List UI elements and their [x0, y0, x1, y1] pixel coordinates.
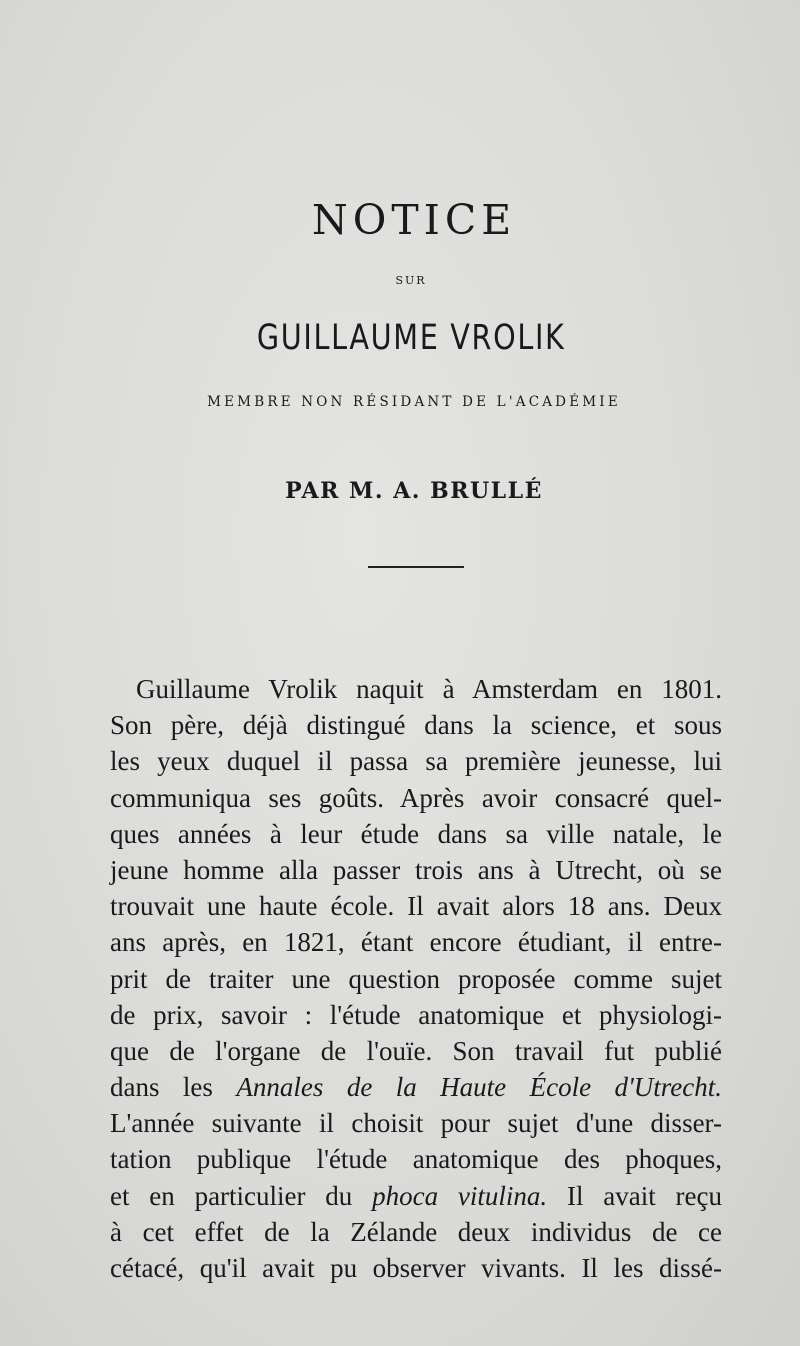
text-line: de prix, savoir : l'étude anatomique et physiologi- — [110, 999, 722, 1030]
text-line: tation publique l'étude anatomique des phoques, — [110, 1144, 722, 1175]
text-line: ans après, en 1821, étant encore étudiant, il entre- — [110, 927, 722, 958]
text-line: Son père, déjà distingué dans la science, et sous — [110, 710, 722, 741]
italic-species-name: phoca vitulina. — [372, 1180, 548, 1211]
text-line: que de l'organe de l'ouïe. Son travail fut publié — [110, 1035, 722, 1066]
membership-line: MEMBRE NON RÉSIDANT DE L'ACADÉMIE — [207, 394, 621, 410]
text-line: Guillaume Vrolik naquit à Amsterdam en 1801. — [136, 674, 722, 704]
text-line-mixed — [110, 1178, 722, 1214]
body-paragraph — [110, 671, 722, 1286]
page-title: NOTICE — [311, 196, 517, 244]
author-line: PAR M. A. BRULLÉ — [285, 478, 543, 504]
text-line: à cet effet de la Zélande deux individus de ce — [110, 1216, 722, 1247]
text-line: cétacé, qu'il avait pu observer vivants. Il les dissé- — [110, 1253, 722, 1283]
text-line: jeune homme alla passer trois ans à Utrecht, où se — [110, 854, 722, 885]
text-line: ques années à leur étude dans sa ville natale, le — [110, 818, 722, 849]
text-line: prit de traiter une question proposée comme sujet — [110, 963, 722, 994]
text-segment: dans les — [110, 1072, 213, 1103]
text-line: L'année suivante il choisit pour sujet d'une disser- — [110, 1108, 722, 1139]
subject-name: GUILLAUME VROLIK — [256, 318, 566, 358]
text-line: trouvait une haute école. Il avait alors 18 ans. Deux — [110, 891, 722, 922]
text-segment: Il avait reçu — [566, 1180, 722, 1211]
text-segment: et en particulier du — [110, 1180, 353, 1211]
title-connector: SUR — [395, 274, 427, 287]
italic-journal-title: Annales de la Haute École d'Utrecht. — [236, 1072, 723, 1103]
text-line-mixed — [110, 1069, 722, 1105]
text-line: les yeux duquel il passa sa première jeunesse, lui — [110, 746, 722, 777]
text-line: communiqua ses goûts. Après avoir consacré quel- — [110, 782, 722, 813]
section-divider — [368, 566, 464, 568]
